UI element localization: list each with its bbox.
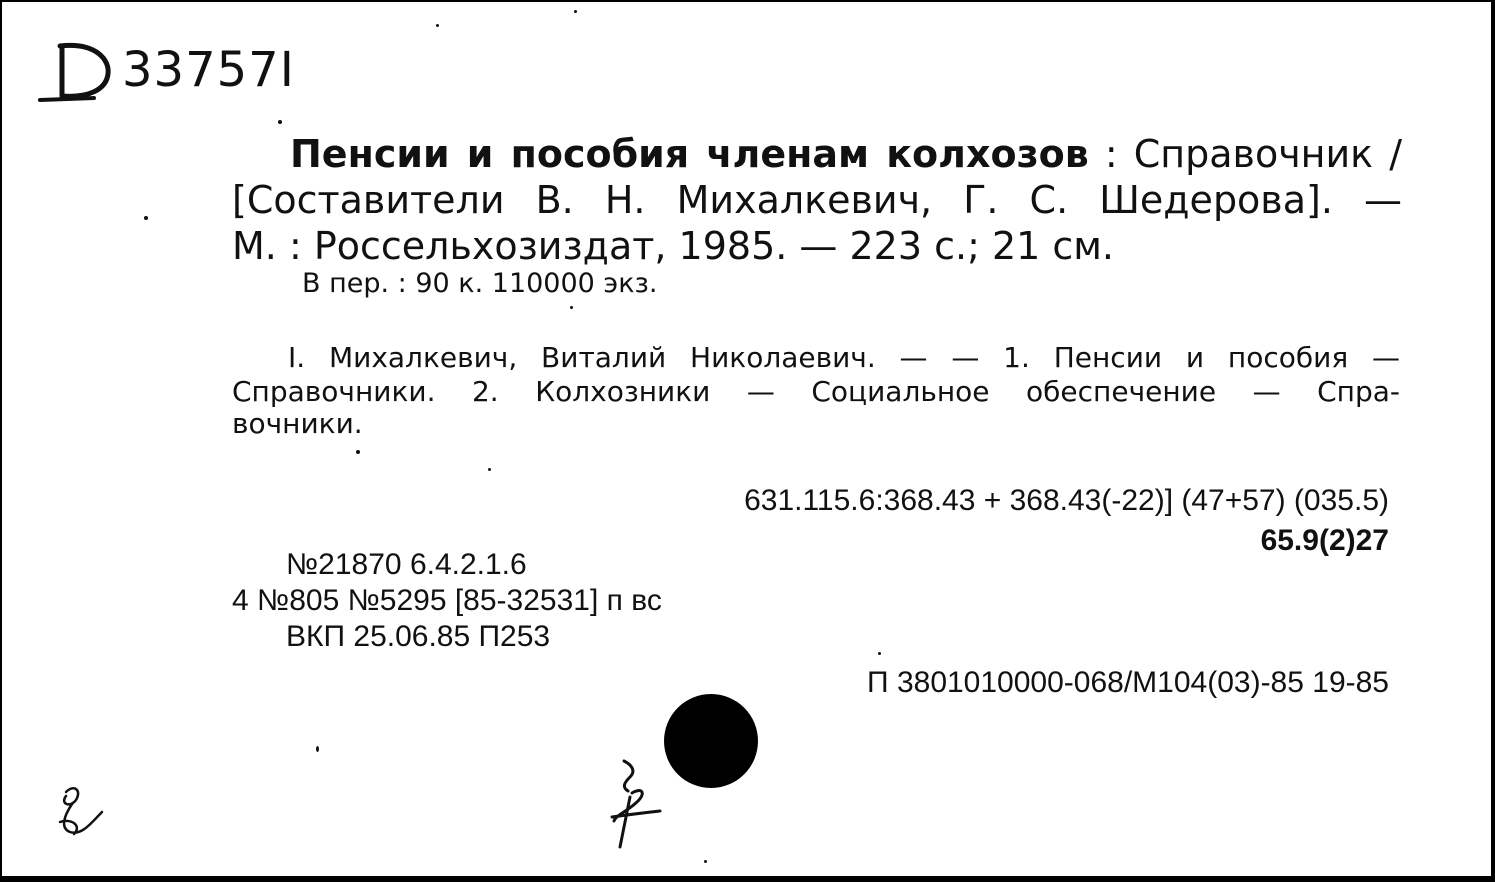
registration-line-3: ВКП 25.06.85 П253 [286,620,551,653]
imprint-line: М. : Россельхозиздат, 1985. — 223 с.; 21 см. [232,224,1115,268]
punched-hole-mark [664,694,758,788]
publisher-index-line: П 3801010000-068/М104(03)-85 19-85 [867,666,1389,699]
speck [144,216,148,220]
udc-index: 631.115.6:368.43 + 368.43(-22)] (47+57) (035.5) [744,484,1389,517]
speck [878,652,881,655]
bbk-index: 65.9(2)27 [1260,524,1389,557]
tracing-line-1: I. Михалкевич, Виталий Николаевич. — — 1. Пенсии и пособия — [288,341,1400,374]
title-remainder: : Справочник / [1104,132,1402,176]
registration-line-1: №21870 6.4.2.1.6 [286,548,527,581]
speck [436,24,439,27]
call-number-value: 33757I [122,42,295,98]
speck [574,10,577,13]
speck [488,468,491,471]
price-line: В пер. : 90 к. 110000 экз. [302,268,658,299]
speck [704,860,707,863]
handwritten-scribble-left [52,782,122,842]
title-line-1 [290,132,1402,176]
tracing-line-3: вочники. [232,407,363,440]
speck [316,746,319,752]
book-title: Пенсии и пособия членам колхозов [290,132,1089,176]
handwritten-d-mark [38,38,118,108]
tracing-line-2: Справочники. 2. Колхозники — Социальное обеспечение — Спра- [232,375,1400,408]
speck [570,306,573,309]
speck [356,450,360,454]
registration-line-2: 4 №805 №5295 [85-32531] п вс [232,584,662,617]
compilers-line: [Составители В. Н. Михалкевич, Г. С. Шедерова]. — [232,178,1402,222]
handwritten-scribble-bottom [602,757,672,852]
speck [278,120,282,124]
